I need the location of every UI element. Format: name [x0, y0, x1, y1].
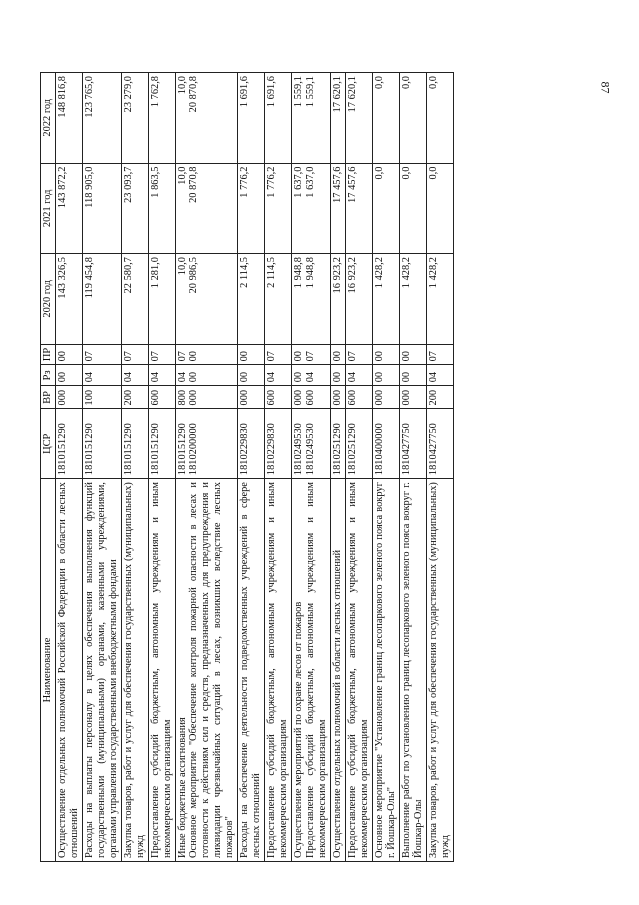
row-name — [121, 479, 148, 862]
row-rz-value: 00 — [400, 371, 412, 383]
row-pr-value: 07 — [149, 351, 161, 362]
row-name — [399, 479, 426, 862]
row-vr-value: 600 — [305, 389, 317, 406]
row-vr-value: 200 — [427, 389, 439, 406]
row-csr-value: 1810427750 — [400, 423, 412, 476]
row-2022 — [330, 73, 345, 164]
row-name — [330, 479, 345, 862]
row-pr — [148, 344, 175, 365]
row-rz — [121, 365, 148, 386]
row-vr — [121, 386, 148, 409]
row-csr-value: 1810251290 — [331, 423, 343, 476]
row-2020-value: 1 428,2 — [427, 257, 439, 289]
row-2022-value: 17 620,1 — [331, 76, 343, 113]
row-csr — [372, 409, 399, 479]
row-name-text: Предоставление субсидий бюджетным, автономным учреждениям и иным некоммерческим организациям — [266, 482, 290, 858]
row-2020-value: 1 948,8 — [305, 257, 317, 289]
row-2021 — [399, 163, 426, 254]
row-2021 — [175, 163, 238, 254]
row-vr — [345, 386, 372, 409]
row-2020-value: 2 114,5 — [266, 257, 278, 288]
row-name — [82, 479, 121, 862]
row-2022-value: 1 691,6 — [239, 76, 251, 108]
row-2022 — [292, 73, 331, 164]
row-pr — [238, 344, 265, 365]
row-pr-value: 00 — [56, 351, 68, 362]
row-name-text: Иные бюджетные ассигнования — [176, 717, 188, 858]
row-2020-value: 16 923,2 — [346, 257, 358, 294]
row-2020-value: 10,0 — [176, 257, 188, 276]
row-pr-value: 07 — [305, 351, 317, 362]
row-csr-value: 1810249530 — [305, 423, 317, 476]
row-rz — [426, 365, 453, 386]
row-name — [238, 479, 265, 862]
row-pr-value: 00 — [373, 351, 385, 362]
row-name — [148, 479, 175, 862]
table-row — [238, 73, 265, 862]
row-rz-value: 00 — [188, 371, 200, 383]
row-2021 — [265, 163, 292, 254]
row-2020-value: 119 454,8 — [83, 257, 95, 299]
row-vr-value: 200 — [122, 389, 134, 406]
row-name — [55, 479, 82, 862]
row-vr-value: 000 — [188, 389, 200, 406]
row-2021 — [345, 163, 372, 254]
row-2020-value: 2 114,5 — [239, 257, 251, 288]
row-rz — [148, 365, 175, 386]
row-rz-value: 04 — [266, 371, 278, 383]
row-2021-value: 10,0 — [176, 166, 188, 185]
row-2020-value: 1 948,8 — [293, 257, 305, 289]
row-rz — [330, 365, 345, 386]
row-vr — [265, 386, 292, 409]
row-2021-value: 143 872,2 — [56, 166, 68, 209]
row-2020 — [265, 254, 292, 345]
row-2020 — [148, 254, 175, 345]
row-csr — [265, 409, 292, 479]
row-name-text: Предоставление субсидий бюджетным, автономным учреждениям и иным некоммерческим организациям — [346, 482, 370, 858]
budget-table — [40, 72, 454, 862]
row-csr — [330, 409, 345, 479]
row-2020 — [345, 254, 372, 345]
row-pr-value: 07 — [266, 351, 278, 362]
row-csr — [399, 409, 426, 479]
row-rz-value: 04 — [427, 371, 439, 383]
row-2021-value: 118 905,0 — [83, 166, 95, 208]
row-2020 — [426, 254, 453, 345]
row-pr — [265, 344, 292, 365]
row-2020 — [55, 254, 82, 345]
row-pr-value: 07 — [176, 351, 188, 362]
row-2020 — [372, 254, 399, 345]
row-2021-value: 1 776,2 — [266, 166, 278, 198]
row-vr-value: 000 — [293, 389, 305, 406]
row-pr — [55, 344, 82, 365]
table-row — [372, 73, 399, 862]
row-2022-value: 1 762,8 — [149, 76, 161, 108]
row-rz-value: 04 — [176, 371, 188, 383]
row-2020-value: 1 428,2 — [373, 257, 385, 289]
row-2022 — [148, 73, 175, 164]
row-2020-value: 22 580,7 — [122, 257, 134, 294]
row-pr — [372, 344, 399, 365]
row-2022 — [372, 73, 399, 164]
row-name-text-2: Основное мероприятие "Обеспечение контроля пожарной опасности в лесах и готовности к действиям сил и средств, предназначенных для предупреждения и ликвидации чрезвычайных ситуаций в лесах, возникших вследствие лесных пожаров" — [188, 482, 236, 858]
row-2021-value: 1 776,2 — [239, 166, 251, 198]
table-row — [426, 73, 453, 862]
row-name-text: Осуществление отдельных полномочий Российской Федерации в области лесных отношений — [56, 482, 80, 858]
row-2022-value: 10,0 — [176, 76, 188, 95]
row-2021-value: 1 637,0 — [305, 166, 317, 198]
row-2022 — [265, 73, 292, 164]
row-2021-value: 17 457,6 — [346, 166, 358, 203]
row-vr-value: 000 — [331, 389, 343, 406]
row-2020-value: 1 428,2 — [400, 257, 412, 289]
header-rz: Рз — [41, 365, 56, 386]
row-name — [372, 479, 399, 862]
row-2022-value: 1 691,6 — [266, 76, 278, 108]
row-2021-value: 0,0 — [427, 166, 439, 180]
page-number: 87 — [598, 81, 613, 94]
row-csr-value: 1810151290 — [149, 423, 161, 476]
header-pr: ПР — [41, 344, 56, 365]
row-csr-value: 1810151290 — [122, 423, 134, 476]
budget-table-container — [40, 72, 454, 862]
row-csr-value: 1810151290 — [176, 423, 188, 476]
row-2022 — [175, 73, 238, 164]
row-name-text: Расходы на обеспечение деятельности подведомственных учреждений в сфере лесных отношений — [239, 482, 263, 858]
table-header-row — [41, 73, 56, 862]
row-2022 — [238, 73, 265, 164]
row-vr — [372, 386, 399, 409]
row-2020 — [330, 254, 345, 345]
row-name-text: Закупка товаров, работ и услуг для обеспечения государственных (муниципальных) нужд — [122, 482, 146, 858]
row-2022-value: 123 765,0 — [83, 76, 95, 118]
row-rz-value: 00 — [331, 371, 343, 383]
row-2021 — [292, 163, 331, 254]
row-2021-value: 0,0 — [373, 166, 385, 180]
row-rz — [372, 365, 399, 386]
row-2021-value: 20 870,8 — [188, 166, 200, 203]
row-rz — [238, 365, 265, 386]
row-2022 — [345, 73, 372, 164]
row-vr-value: 000 — [56, 389, 68, 406]
row-name-text: Осуществление отдельных полномочий в области лесных отношений — [331, 549, 343, 858]
row-csr — [292, 409, 331, 479]
row-2021 — [55, 163, 82, 254]
row-2021 — [121, 163, 148, 254]
row-pr-value: 00 — [400, 351, 412, 362]
row-2021-value: 0,0 — [400, 166, 412, 180]
row-2022-value: 20 870,8 — [188, 76, 200, 113]
row-rz — [82, 365, 121, 386]
row-rz-value: 00 — [373, 371, 385, 383]
row-csr-value: 1810251290 — [346, 423, 358, 476]
row-name — [265, 479, 292, 862]
row-vr-value: 800 — [176, 389, 188, 406]
row-pr-value: 00 — [331, 351, 343, 362]
row-rz-value: 04 — [149, 371, 161, 383]
row-2021 — [148, 163, 175, 254]
row-csr-value: 1810200000 — [188, 423, 200, 476]
row-2022-value: 23 279,0 — [122, 76, 134, 113]
row-name — [292, 479, 331, 862]
row-pr — [399, 344, 426, 365]
row-2020 — [82, 254, 121, 345]
row-2021 — [372, 163, 399, 254]
row-csr — [345, 409, 372, 479]
row-pr-value: 07 — [83, 351, 95, 362]
row-vr-value: 000 — [239, 389, 251, 406]
row-rz-value: 00 — [293, 371, 305, 383]
header-name: Наименование — [41, 479, 56, 862]
row-2022-value: 1 559,1 — [293, 76, 305, 108]
row-vr-value: 100 — [83, 389, 95, 406]
row-vr — [399, 386, 426, 409]
row-csr — [175, 409, 238, 479]
row-2021-value: 1 637,0 — [293, 166, 305, 198]
row-2020 — [292, 254, 331, 345]
row-csr-value: 1810151290 — [83, 423, 95, 476]
row-vr-value: 000 — [373, 389, 385, 406]
row-rz — [399, 365, 426, 386]
row-pr-value: 00 — [239, 351, 251, 362]
row-2021 — [238, 163, 265, 254]
row-2020-value: 143 326,5 — [56, 257, 68, 299]
row-name-text-2: Предоставление субсидий бюджетным, автономным учреждениям и иным некоммерческим организациям — [305, 482, 329, 858]
row-pr-value: 07 — [122, 351, 134, 362]
row-2022-value: 0,0 — [400, 76, 412, 89]
row-vr — [426, 386, 453, 409]
row-2022 — [55, 73, 82, 164]
row-csr — [426, 409, 453, 479]
row-pr — [345, 344, 372, 365]
row-vr-value: 600 — [346, 389, 358, 406]
row-2021-value: 1 863,5 — [149, 166, 161, 198]
row-csr-value: 1810400000 — [373, 423, 385, 476]
row-csr — [121, 409, 148, 479]
row-2021-value: 23 093,7 — [122, 166, 134, 203]
header-2021: 2021 год — [41, 163, 56, 254]
row-csr — [148, 409, 175, 479]
row-rz-value: 04 — [83, 371, 95, 383]
row-vr-value: 000 — [400, 389, 412, 406]
header-vr: ВР — [41, 386, 56, 409]
row-rz — [292, 365, 331, 386]
table-row — [330, 73, 345, 862]
table-row — [399, 73, 426, 862]
row-vr — [238, 386, 265, 409]
header-2020: 2020 год — [41, 254, 56, 345]
row-2022 — [399, 73, 426, 164]
row-name-text: Выполнение работ по установлению границ лесопаркового зеленого пояса вокруг г. Йошкар-Олы — [400, 482, 424, 858]
row-name-text: Расходы на выплаты персоналу в целях обеспечения выполнения функций государственными (муниципальными) органами, казенными учреждениями, органами управления государственными внебюджетными фондами — [83, 482, 119, 858]
row-2022 — [426, 73, 453, 164]
row-vr-value: 600 — [149, 389, 161, 406]
table-row — [148, 73, 175, 862]
row-name — [175, 479, 238, 862]
row-2021 — [426, 163, 453, 254]
row-2022-value: 17 620,1 — [346, 76, 358, 113]
table-row — [82, 73, 121, 862]
row-name — [345, 479, 372, 862]
row-name-text: Основное мероприятие "Установление границ лесопаркового зеленого пояса вокруг г. Йошкар-Олы" — [373, 482, 397, 858]
row-pr-value: 00 — [293, 351, 305, 362]
row-rz-value: 04 — [122, 371, 134, 383]
row-name — [426, 479, 453, 862]
row-csr — [238, 409, 265, 479]
row-rz-value: 00 — [239, 371, 251, 383]
row-vr — [55, 386, 82, 409]
row-csr-value: 1810249530 — [293, 423, 305, 476]
row-2021 — [330, 163, 345, 254]
table-row — [175, 73, 238, 862]
row-rz-value: 04 — [305, 371, 317, 383]
row-pr — [82, 344, 121, 365]
row-pr-value: 07 — [427, 351, 439, 362]
row-name-text: Осуществление мероприятий по охране лесов от пожаров — [293, 601, 305, 858]
row-2020-value: 1 281,0 — [149, 257, 161, 289]
row-2022-value: 1 559,1 — [305, 76, 317, 108]
row-2021-value: 17 457,6 — [331, 166, 343, 203]
row-pr-value: 00 — [188, 351, 200, 362]
row-pr — [292, 344, 331, 365]
row-2020 — [238, 254, 265, 345]
table-row — [265, 73, 292, 862]
row-csr-value: 1810427750 — [427, 423, 439, 476]
row-pr — [121, 344, 148, 365]
header-2022: 2022 год — [41, 73, 56, 164]
row-vr — [82, 386, 121, 409]
row-rz — [265, 365, 292, 386]
header-csr: ЦСР — [41, 409, 56, 479]
row-2021 — [82, 163, 121, 254]
row-csr-value: 1810151290 — [56, 423, 68, 476]
row-vr-value: 600 — [266, 389, 278, 406]
table-row — [121, 73, 148, 862]
row-2022-value: 0,0 — [427, 76, 439, 89]
row-2020-value: 20 986,5 — [188, 257, 200, 294]
row-pr — [426, 344, 453, 365]
row-rz — [345, 365, 372, 386]
row-2020 — [175, 254, 238, 345]
row-pr — [330, 344, 345, 365]
row-2020 — [399, 254, 426, 345]
row-name-text: Предоставление субсидий бюджетным, автономным учреждениям и иным некоммерческим организациям — [149, 482, 173, 858]
row-csr-value: 1810229830 — [266, 423, 278, 476]
row-name-text: Закупка товаров, работ и услуг для обеспечения государственных (муниципальных) нужд — [427, 482, 451, 858]
row-vr — [330, 386, 345, 409]
row-rz-value: 00 — [56, 371, 68, 383]
row-rz-value: 04 — [346, 371, 358, 383]
row-vr — [292, 386, 331, 409]
table-row — [345, 73, 372, 862]
row-pr — [175, 344, 238, 365]
row-csr — [82, 409, 121, 479]
row-2020-value: 16 923,2 — [331, 257, 343, 294]
row-csr-value: 1810229830 — [239, 423, 251, 476]
row-rz — [175, 365, 238, 386]
row-csr — [55, 409, 82, 479]
row-2022-value: 0,0 — [373, 76, 385, 89]
row-2022 — [82, 73, 121, 164]
row-pr-value: 07 — [346, 351, 358, 362]
table-row — [55, 73, 82, 862]
row-vr — [148, 386, 175, 409]
row-vr — [175, 386, 238, 409]
row-rz — [55, 365, 82, 386]
row-2020 — [121, 254, 148, 345]
row-2022-value: 148 816,8 — [56, 76, 68, 118]
row-2022 — [121, 73, 148, 164]
table-row — [292, 73, 331, 862]
